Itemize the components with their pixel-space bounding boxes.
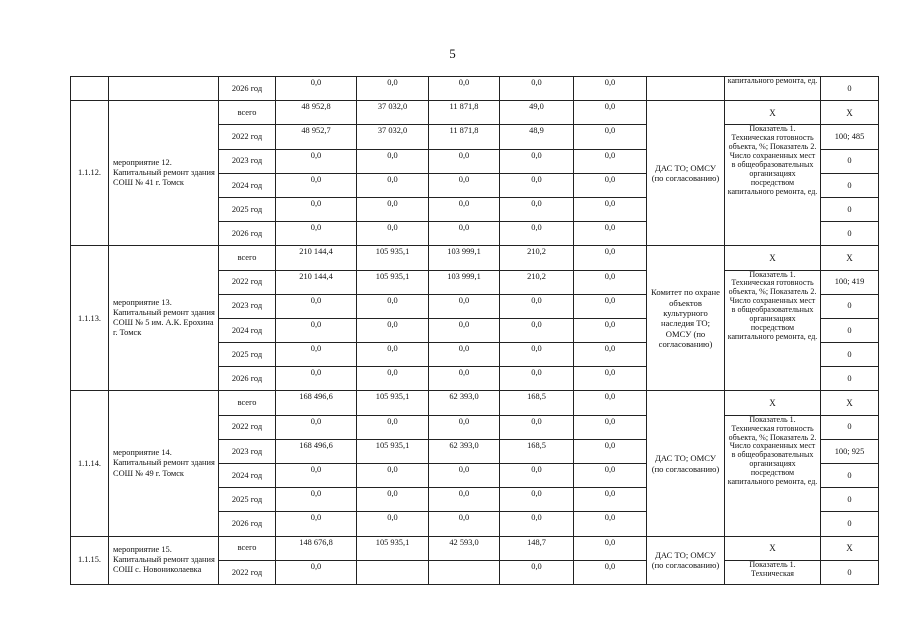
value-cell: 62 393,0: [429, 391, 500, 415]
value-cell: 0,0: [500, 560, 574, 584]
value-cell: 0,0: [574, 173, 647, 197]
value-cell: 0,0: [357, 149, 429, 173]
value-cell: 0,0: [500, 318, 574, 342]
table-row: [71, 77, 879, 101]
executor-cell: ДАС ТО; ОМСУ (по согласованию): [647, 391, 725, 536]
value-cell: 11 871,8: [429, 125, 500, 149]
table-row: [71, 536, 879, 560]
value-cell: 0,0: [429, 77, 500, 101]
period-label: 2026 год: [219, 512, 276, 536]
indicator-description: Показатель 1. Техническая: [725, 560, 821, 584]
value-cell: 0,0: [357, 222, 429, 246]
value-cell: 0,0: [357, 318, 429, 342]
value-cell: 105 935,1: [357, 246, 429, 270]
indicator-value: 0: [821, 77, 879, 101]
indicator-value: 0: [821, 197, 879, 221]
value-cell: 210 144,4: [276, 246, 357, 270]
value-cell: 62 393,0: [429, 439, 500, 463]
period-label: 2025 год: [219, 343, 276, 367]
value-cell: 0,0: [429, 222, 500, 246]
indicator-value: 100; 485: [821, 125, 879, 149]
value-cell: 0,0: [276, 343, 357, 367]
value-cell: 103 999,1: [429, 270, 500, 294]
value-cell: 0,0: [500, 488, 574, 512]
indicator-value: 0: [821, 488, 879, 512]
period-label: 2023 год: [219, 439, 276, 463]
value-cell: 37 032,0: [357, 125, 429, 149]
value-cell: 0,0: [574, 125, 647, 149]
value-cell: 0,0: [357, 77, 429, 101]
code-cell: [71, 77, 109, 101]
table-row: [71, 246, 879, 270]
value-cell: 0,0: [276, 415, 357, 439]
period-label: 2022 год: [219, 125, 276, 149]
indicator-x-cell: Х: [725, 391, 821, 415]
value-cell: 0,0: [276, 488, 357, 512]
value-cell: 168,5: [500, 439, 574, 463]
value-cell: 0,0: [429, 149, 500, 173]
value-cell: 0,0: [429, 512, 500, 536]
indicator-description: Показатель 1. Техническая готовность объекта, %; Показатель 2. Число сохраненных мест в общеобразовательных организациях посредством капитального ремонта, ед.: [725, 125, 821, 246]
value-cell: 0,0: [276, 197, 357, 221]
value-cell: [357, 560, 429, 584]
indicator-value: Х: [821, 246, 879, 270]
value-cell: 0,0: [500, 367, 574, 391]
event-name: мероприятие 12. Капитальный ремонт здания СОШ № 41 г. Томск: [109, 101, 219, 246]
period-label: 2025 год: [219, 488, 276, 512]
value-cell: 0,0: [574, 415, 647, 439]
value-cell: 0,0: [574, 391, 647, 415]
value-cell: 0,0: [429, 197, 500, 221]
executor-cell: Комитет по охране объектов культурного наследия ТО; ОМСУ (по согласованию): [647, 246, 725, 391]
indicator-value: Х: [821, 391, 879, 415]
value-cell: 0,0: [276, 560, 357, 584]
value-cell: 0,0: [574, 77, 647, 101]
value-cell: 0,0: [276, 77, 357, 101]
indicator-value: 100; 419: [821, 270, 879, 294]
indicator-cell: капитального ремонта, ед.: [725, 77, 821, 101]
name-cell: [109, 77, 219, 101]
value-cell: 0,0: [574, 222, 647, 246]
value-cell: 148,7: [500, 536, 574, 560]
value-cell: 0,0: [574, 246, 647, 270]
value-cell: 0,0: [500, 294, 574, 318]
event-code: 1.1.14.: [71, 391, 109, 536]
value-cell: 0,0: [276, 512, 357, 536]
indicator-value: 0: [821, 222, 879, 246]
value-cell: 0,0: [574, 294, 647, 318]
value-cell: 0,0: [357, 512, 429, 536]
indicator-value: Х: [821, 101, 879, 125]
value-cell: 0,0: [429, 488, 500, 512]
value-cell: 0,0: [500, 173, 574, 197]
indicator-x-cell: Х: [725, 101, 821, 125]
value-cell: 0,0: [357, 173, 429, 197]
indicator-value: Х: [821, 536, 879, 560]
value-cell: 0,0: [574, 149, 647, 173]
value-cell: 105 935,1: [357, 439, 429, 463]
period-label: всего: [219, 536, 276, 560]
value-cell: 0,0: [574, 536, 647, 560]
value-cell: 0,0: [429, 343, 500, 367]
value-cell: 0,0: [574, 488, 647, 512]
value-cell: 168 496,6: [276, 391, 357, 415]
period-label: всего: [219, 246, 276, 270]
period-label: 2026 год: [219, 367, 276, 391]
value-cell: 0,0: [429, 415, 500, 439]
value-cell: 210 144,4: [276, 270, 357, 294]
period-label: 2024 год: [219, 318, 276, 342]
indicator-value: 0: [821, 318, 879, 342]
value-cell: 0,0: [357, 488, 429, 512]
value-cell: 0,0: [276, 294, 357, 318]
indicator-value: 0: [821, 149, 879, 173]
indicator-value: 0: [821, 415, 879, 439]
value-cell: 48 952,8: [276, 101, 357, 125]
value-cell: 0,0: [357, 464, 429, 488]
period-label: 2024 год: [219, 173, 276, 197]
value-cell: 0,0: [500, 512, 574, 536]
value-cell: 0,0: [429, 173, 500, 197]
value-cell: 11 871,8: [429, 101, 500, 125]
value-cell: 37 032,0: [357, 101, 429, 125]
value-cell: 0,0: [574, 464, 647, 488]
value-cell: 0,0: [357, 197, 429, 221]
event-name: мероприятие 13. Капитальный ремонт здания СОШ № 5 им. А.К. Ерохина г. Томск: [109, 246, 219, 391]
value-cell: 0,0: [276, 367, 357, 391]
value-cell: 0,0: [276, 149, 357, 173]
period-label: 2026 год: [219, 222, 276, 246]
value-cell: 105 935,1: [357, 270, 429, 294]
value-cell: 168 496,6: [276, 439, 357, 463]
value-cell: 0,0: [429, 367, 500, 391]
value-cell: 0,0: [500, 197, 574, 221]
value-cell: 0,0: [574, 318, 647, 342]
value-cell: 0,0: [574, 343, 647, 367]
period-label: 2022 год: [219, 415, 276, 439]
period-label: всего: [219, 391, 276, 415]
indicator-value: 0: [821, 173, 879, 197]
period-label: всего: [219, 101, 276, 125]
table-row: [71, 391, 879, 415]
value-cell: 48,9: [500, 125, 574, 149]
value-cell: 0,0: [357, 294, 429, 318]
value-cell: 0,0: [574, 197, 647, 221]
executor-cell: ДАС ТО; ОМСУ (по согласованию): [647, 101, 725, 246]
period-label: 2023 год: [219, 294, 276, 318]
indicator-description: Показатель 1. Техническая готовность объекта, %; Показатель 2. Число сохраненных мест в общеобразовательных организациях посредством капитального ремонта, ед.: [725, 270, 821, 391]
value-cell: 0,0: [574, 560, 647, 584]
value-cell: 0,0: [500, 343, 574, 367]
indicator-value: 0: [821, 560, 879, 584]
indicator-x-cell: Х: [725, 246, 821, 270]
table-row: [71, 101, 879, 125]
period-label: 2026 год: [219, 77, 276, 101]
value-cell: 0,0: [500, 464, 574, 488]
event-code: 1.1.12.: [71, 101, 109, 246]
indicator-value: 100; 925: [821, 439, 879, 463]
event-name: мероприятие 15. Капитальный ремонт здания СОШ с. Новониколаевка: [109, 536, 219, 584]
value-cell: 0,0: [574, 270, 647, 294]
executor-cell: ДАС ТО; ОМСУ (по согласованию): [647, 536, 725, 584]
value-cell: 0,0: [574, 439, 647, 463]
value-cell: 0,0: [276, 464, 357, 488]
value-cell: 42 593,0: [429, 536, 500, 560]
period-label: 2022 год: [219, 560, 276, 584]
indicator-value: 0: [821, 343, 879, 367]
event-code: 1.1.13.: [71, 246, 109, 391]
value-cell: [429, 560, 500, 584]
value-cell: 103 999,1: [429, 246, 500, 270]
value-cell: 0,0: [429, 318, 500, 342]
executor-cell: [647, 77, 725, 101]
event-code: 1.1.15.: [71, 536, 109, 584]
indicator-value: 0: [821, 512, 879, 536]
financing-table: [70, 76, 879, 585]
indicator-value: 0: [821, 294, 879, 318]
value-cell: 105 935,1: [357, 391, 429, 415]
indicator-description: Показатель 1. Техническая готовность объекта, %; Показатель 2. Число сохраненных мест в общеобразовательных организациях посредством капитального ремонта, ед.: [725, 415, 821, 536]
value-cell: 0,0: [500, 77, 574, 101]
value-cell: 0,0: [276, 318, 357, 342]
event-name: мероприятие 14. Капитальный ремонт здания СОШ № 49 г. Томск: [109, 391, 219, 536]
value-cell: 0,0: [357, 343, 429, 367]
period-label: 2025 год: [219, 197, 276, 221]
indicator-value: 0: [821, 367, 879, 391]
value-cell: 0,0: [357, 367, 429, 391]
value-cell: 210,2: [500, 270, 574, 294]
value-cell: 0,0: [574, 101, 647, 125]
indicator-value: 0: [821, 464, 879, 488]
value-cell: 168,5: [500, 391, 574, 415]
period-label: 2024 год: [219, 464, 276, 488]
value-cell: 0,0: [276, 222, 357, 246]
value-cell: 0,0: [500, 149, 574, 173]
value-cell: 105 935,1: [357, 536, 429, 560]
value-cell: 0,0: [276, 173, 357, 197]
value-cell: 0,0: [574, 512, 647, 536]
period-label: 2023 год: [219, 149, 276, 173]
value-cell: 0,0: [574, 367, 647, 391]
period-label: 2022 год: [219, 270, 276, 294]
page-number: 5: [449, 46, 456, 61]
value-cell: 210,2: [500, 246, 574, 270]
value-cell: 0,0: [429, 464, 500, 488]
value-cell: 0,0: [429, 294, 500, 318]
value-cell: 49,0: [500, 101, 574, 125]
value-cell: 0,0: [500, 222, 574, 246]
value-cell: 0,0: [500, 415, 574, 439]
value-cell: 48 952,7: [276, 125, 357, 149]
indicator-x-cell: Х: [725, 536, 821, 560]
value-cell: 148 676,8: [276, 536, 357, 560]
value-cell: 0,0: [357, 415, 429, 439]
